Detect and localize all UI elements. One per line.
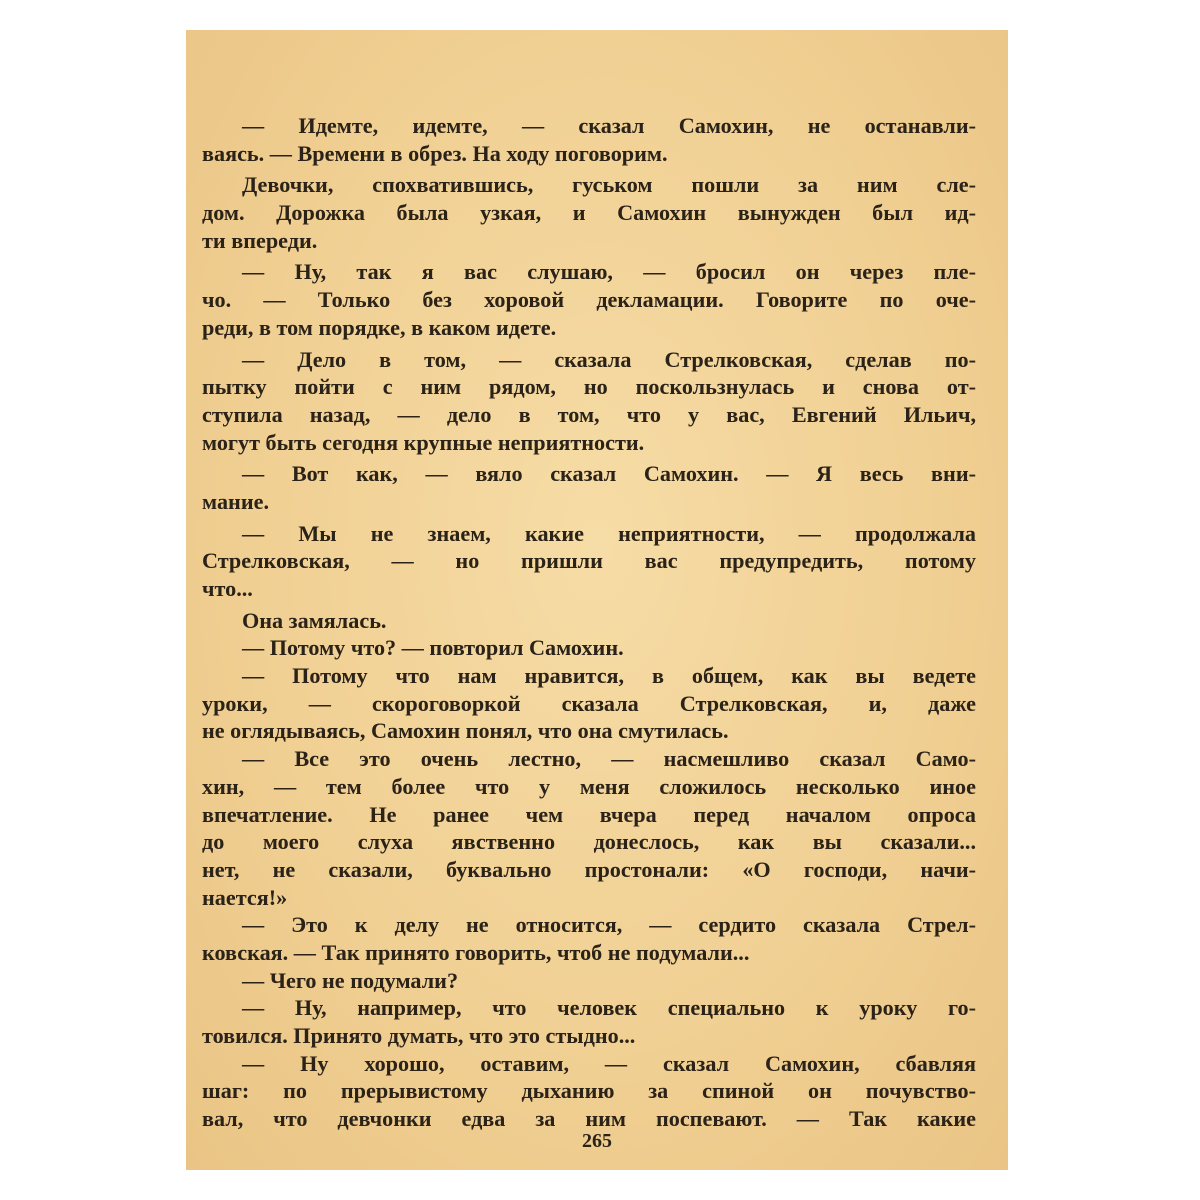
text-line: впечатление. Не ранее чем вчера перед началом опроса	[202, 801, 976, 827]
text-line: ти впереди.	[202, 227, 318, 253]
text-line: товился. Принято думать, что это стыдно...	[202, 1023, 636, 1048]
text-line: — Ну, так я вас слушаю, — бросил он через пле-	[242, 259, 976, 285]
text-line: ступила назад, — дело в том, что у вас, Евгений Ильич,	[202, 401, 976, 427]
text-line: вал, что девчонки едва за ним поспевают. — Так какие	[202, 1106, 976, 1132]
page-number: 265	[582, 1130, 612, 1152]
text-line: что...	[202, 576, 253, 601]
book-page	[186, 30, 1008, 1170]
text-line: не оглядываясь, Самохин понял, что она смутилась.	[202, 718, 729, 744]
text-line: — Мы не знаем, какие неприятности, — продолжала	[242, 520, 976, 546]
text-line: могут быть сегодня крупные неприятности.	[202, 429, 645, 455]
text-line: мание.	[202, 488, 270, 514]
text-line: — Ну хорошо, оставим, — сказал Самохин, сбавляя	[242, 1050, 976, 1076]
text-line: — Потому что нам нравится, в общем, как вы ведете	[242, 663, 976, 689]
text-line: уроки, — скороговоркой сказала Стрелковская, и, даже	[202, 690, 976, 716]
text-line: — Дело в том, — сказала Стрелковская, сделав по-	[242, 346, 976, 372]
text-line: — Все это очень лестно, — насмешливо сказал Само-	[242, 746, 976, 772]
text-line: Стрелковская, — но пришли вас предупредить, потому	[202, 548, 976, 574]
text-line: ковская. — Так принято говорить, чтоб не подумали...	[202, 939, 750, 965]
text-line: — Идемте, идемте, — сказал Самохин, не останавли-	[242, 113, 976, 138]
text-line: ваясь. — Времени в обрез. На ходу поговорим.	[202, 140, 668, 166]
text-line: — Чего не подумали?	[242, 967, 459, 993]
text-line: нет, не сказали, буквально простонали: «О господи, начи-	[202, 856, 976, 882]
text-line: пытку пойти с ним рядом, но поскользнулась и снова от-	[202, 374, 976, 400]
text-line: Девочки, спохватившись, гуськом пошли за ним сле-	[242, 172, 976, 198]
text-line: хин, — тем более что у меня сложилось несколько иное	[202, 773, 976, 799]
text-line: дом. Дорожка была узкая, и Самохин вынужден был ид-	[202, 200, 976, 226]
body-text	[202, 112, 976, 1133]
text-line: — Потому что? — повторил Самохин.	[242, 635, 624, 661]
text-line: — Ну, например, что человек специально к уроку го-	[242, 995, 976, 1021]
text-line: нается!»	[202, 884, 288, 910]
text-line: чо. — Только без хоровой декламации. Говорите по оче-	[202, 287, 976, 313]
text-line: реди, в том порядке, в каком идете.	[202, 314, 557, 340]
text-line: — Это к делу не относится, — сердито сказала Стрел-	[242, 912, 976, 938]
text-line: Она замялась.	[242, 607, 387, 633]
text-line: шаг: по прерывистому дыханию за спиной он почувство-	[202, 1078, 976, 1104]
text-line: — Вот как, — вяло сказал Самохин. — Я весь вни-	[242, 461, 976, 487]
text-line: до моего слуха явственно донеслось, как вы сказали...	[202, 829, 976, 855]
